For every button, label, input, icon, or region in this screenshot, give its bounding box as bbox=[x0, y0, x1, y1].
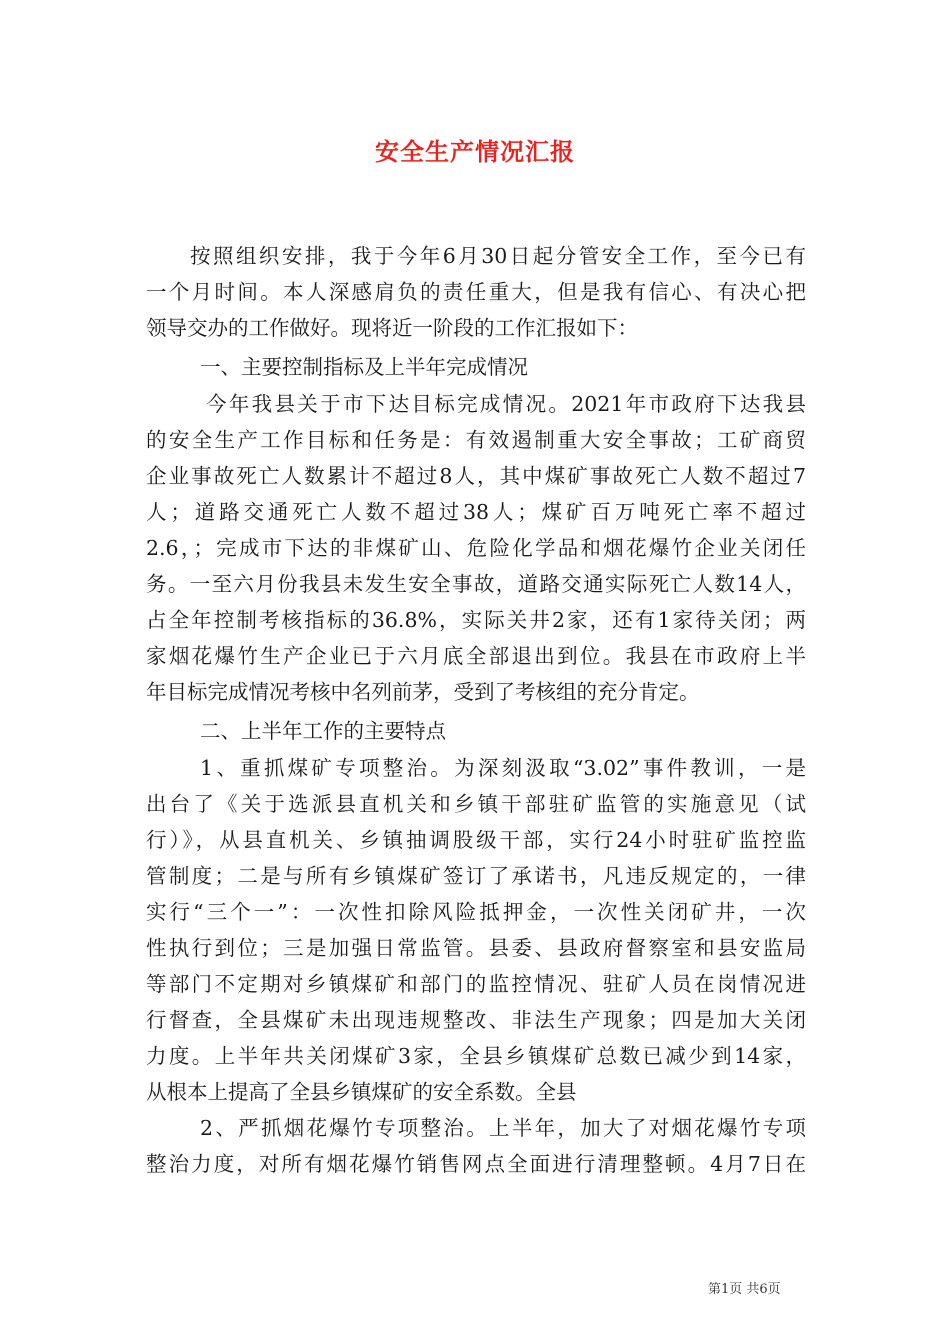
paragraph-line: 行）》，从县直机关、乡镇抽调股级干部，实行24小时驻矿监控监 bbox=[146, 828, 806, 852]
section-heading: 一、主要控制指标及上半年完成情况 bbox=[200, 355, 528, 379]
page-number: 第1页 共6页 bbox=[708, 1282, 781, 1297]
paragraph-line: 出台了《关于选派县直机关和乡镇干部驻矿监管的实施意见（试 bbox=[146, 792, 806, 816]
paragraph-line: 人；道路交通死亡人数不超过38人；煤矿百万吨死亡率不超过 bbox=[146, 500, 806, 524]
paragraph-line: 按照组织安排，我于今年6月30日起分管安全工作，至今已有 bbox=[190, 244, 806, 268]
paragraph-line: 的安全生产工作目标和任务是：有效遏制重大安全事故；工矿商贸 bbox=[146, 428, 806, 452]
paragraph-line: 今年我县关于市下达目标完成情况。2021年市政府下达我县 bbox=[206, 392, 806, 416]
paragraph-line: 占全年控制考核指标的36.8%，实际关井2家，还有1家待关闭；两 bbox=[146, 608, 806, 632]
paragraph-line: 行督查，全县煤矿未出现违规整改、非法生产现象；四是加大关闭 bbox=[146, 1008, 806, 1032]
paragraph-line: 2.6，；完成市下达的非煤矿山、危险化学品和烟花爆竹企业关闭任 bbox=[146, 536, 806, 560]
paragraph-line: 家烟花爆竹生产企业已于六月底全部退出到位。我县在市政府上半 bbox=[146, 644, 806, 668]
paragraph-line: 从根本上提高了全县乡镇煤矿的安全系数。全县 bbox=[146, 1080, 577, 1104]
paragraph-line: 2、严抓烟花爆竹专项整治。上半年，加大了对烟花爆竹专项 bbox=[200, 1116, 806, 1140]
paragraph-line: 整治力度，对所有烟花爆竹销售网点全面进行清理整顿。4月7日在 bbox=[146, 1152, 806, 1176]
section-heading: 二、上半年工作的主要特点 bbox=[200, 719, 446, 743]
paragraph-line: 一个月时间。本人深感肩负的责任重大，但是我有信心、有决心把 bbox=[146, 280, 806, 304]
paragraph-line: 实行“三个一”：一次性扣除风险抵押金，一次性关闭矿井，一次 bbox=[146, 900, 806, 924]
paragraph-line: 领导交办的工作做好。现将近一阶段的工作汇报如下： bbox=[146, 316, 638, 340]
paragraph-line: 力度。上半年共关闭煤矿3家，全县乡镇煤矿总数已减少到14家， bbox=[146, 1044, 806, 1068]
document-title: 安全生产情况汇报 bbox=[375, 137, 575, 166]
paragraph-line: 管制度；二是与所有乡镇煤矿签订了承诺书，凡违反规定的，一律 bbox=[146, 864, 806, 888]
paragraph-line: 企业事故死亡人数累计不超过8人，其中煤矿事故死亡人数不超过7 bbox=[146, 464, 806, 488]
paragraph-line: 等部门不定期对乡镇煤矿和部门的监控情况、驻矿人员在岗情况进 bbox=[146, 972, 806, 996]
paragraph-line: 年目标完成情况考核中名列前茅，受到了考核组的充分肯定。 bbox=[146, 680, 700, 704]
paragraph-line: 性执行到位；三是加强日常监管。县委、县政府督察室和县安监局 bbox=[146, 936, 806, 960]
paragraph-line: 务。一至六月份我县未发生安全事故，道路交通实际死亡人数14人， bbox=[146, 572, 806, 596]
paragraph-line: 1、重抓煤矿专项整治。为深刻汲取“3.02”事件教训，一是 bbox=[200, 756, 806, 780]
